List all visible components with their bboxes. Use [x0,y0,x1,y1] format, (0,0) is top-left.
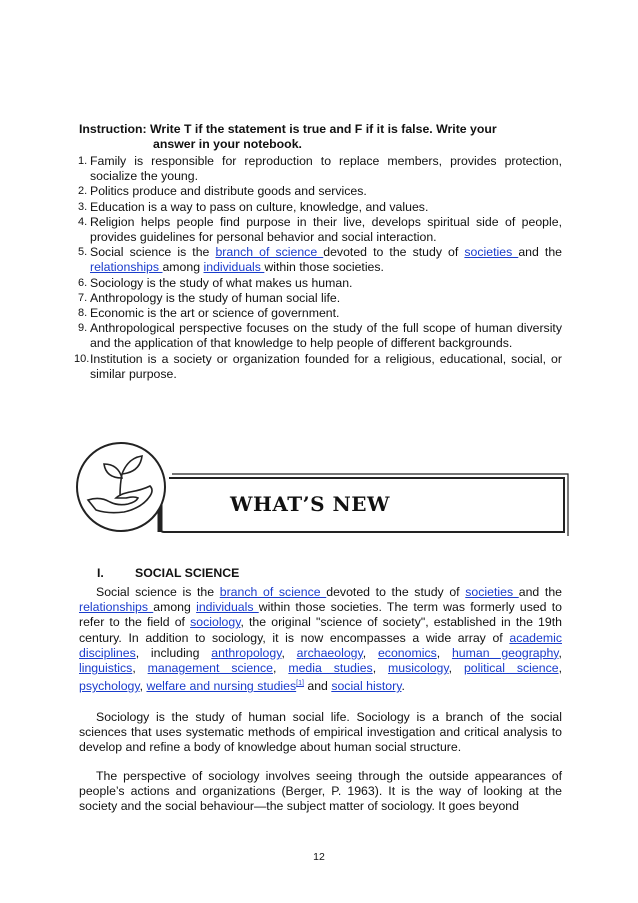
footnote-reference[interactable]: [1] [296,680,304,688]
link-societies[interactable]: societies [464,245,519,260]
link-political-science[interactable]: political science [463,661,559,676]
item-text-part: Social science is the [90,245,216,260]
text-part: , [558,645,562,660]
list-item [79,321,562,351]
list-item [79,245,562,275]
link-social-history[interactable]: social history [331,679,402,694]
list-item [79,184,562,199]
item-text: Economic is the art or science of government. [90,306,340,321]
banner-graphic [74,440,570,536]
text-part: within those societies. The term was formerly used to refer to the field of [79,600,562,630]
paragraph-text: Sociology is the study of human social life. Sociology is a branch of the social sciences that uses systematic methods of empirical investigation and critical analysis to develop and refine a body of knowledge about human social structure. [79,710,562,755]
item-text: Politics produce and distribute goods and services. [90,184,367,199]
link-management-science[interactable]: management science [147,661,274,676]
link-economics[interactable]: economics [377,645,437,660]
list-item [79,276,562,291]
item-text-part: among [162,260,204,275]
section-number: I. [97,566,104,580]
link-welfare-and-nursing-studies[interactable]: welfare and nursing studies [146,679,297,694]
list-item [79,291,562,306]
link-archaeology[interactable]: archaeology [296,645,363,660]
item-text-part: and the [518,245,562,260]
paragraph-social-science [79,585,562,695]
text-part: and the [518,585,563,599]
list-item [74,351,562,382]
text-part: and [303,679,332,694]
list-item [79,306,562,321]
link-relationships[interactable]: relationships [79,600,154,615]
link-media-studies[interactable]: media studies [288,661,373,676]
item-text-part: within those societies. [264,260,384,275]
item-number: 4. [78,215,88,228]
link-branch-of-science[interactable]: branch of science [219,585,327,599]
text-part: . [401,679,405,694]
link-branch-of-science[interactable]: branch of science [215,245,324,260]
item-number: 5. [78,246,88,259]
list-item [79,154,562,184]
text-part: , the original "science of society", established in the 19th century. In addition to sociology, it is now encompasses a wide array of [79,615,562,645]
text-part: , [448,661,464,676]
item-number: 1. [78,155,88,167]
paragraph-sociology [79,710,562,756]
instruction-line-2: answer in your notebook. [153,137,302,151]
true-false-list [74,154,562,382]
item-number: 9. [78,322,88,335]
section-heading [97,566,239,580]
item-number: 8. [78,307,88,320]
list-item [79,200,562,215]
text-part: devoted to the study of [326,585,466,599]
link-individuals[interactable]: individuals [203,260,265,275]
link-relationships[interactable]: relationships [90,260,163,275]
text-part: , [281,645,297,660]
link-psychology[interactable]: psychology [79,679,140,694]
text-part: , [436,645,452,660]
text-part: Social science is the [96,585,220,599]
link-anthropology[interactable]: anthropology [211,645,282,660]
link-human-geography[interactable]: human geography [451,645,559,660]
link-musicology[interactable]: musicology [388,661,449,676]
text-part: among [153,600,197,615]
item-number: 2. [78,185,88,198]
item-text: Sociology is the study of what makes us human. [90,275,353,290]
banner-title: WHAT’S NEW [229,492,391,516]
item-number: 6. [78,276,88,289]
item-number: 10. [74,352,90,365]
page-number: 12 [313,851,325,863]
link-societies[interactable]: societies [465,585,519,599]
text-part: , [362,645,378,660]
link-individuals[interactable]: individuals [196,600,259,615]
instruction [79,122,569,152]
text-part: , [273,661,289,676]
item-text: Education is a way to pass on culture, knowledge, and values. [90,199,429,214]
item-text-part: devoted to the study of [323,245,465,260]
paragraph-text: The perspective of sociology involves seeing through the outside appearances of people’s actions and organizations (Berger, P. 1963). It is the way of looking at the society and the social behaviour—the subject matter of sociology. It goes beyond [79,769,562,814]
link-linguistics[interactable]: linguistics [79,661,133,676]
list-item [79,215,562,245]
text-part: , [132,661,148,676]
item-text [90,245,562,274]
item-text: Institution is a society or organization founded for a religious, educational, social, or similar purpose. [90,351,562,381]
item-text: Anthropological perspective focuses on the study of the full scope of human diversity and the application of that knowledge to help people of different backgrounds. [90,321,562,351]
paragraph-perspective [79,769,562,815]
text-part: , [558,661,562,676]
whats-new-banner [74,440,570,536]
text-part: , including [135,645,212,660]
link-academic-disciplines[interactable]: academic disciplines [79,630,562,660]
text-part: , [372,661,389,676]
text-part: , [139,679,147,694]
link-sociology[interactable]: sociology [190,615,241,630]
item-text: Family is responsible for reproduction to replace members, provides protection, socialize the young. [90,154,562,184]
section-title: SOCIAL SCIENCE [135,566,240,580]
item-number: 3. [78,200,88,213]
item-number: 7. [78,291,88,304]
item-text: Anthropology is the study of human social life. [90,290,341,305]
instruction-line-1: Instruction: Write T if the statement is true and F if it is false. Write your [79,122,497,136]
item-text: Religion helps people find purpose in their live, develops spiritual side of people, provides guidelines for personal behavior and social interaction. [90,214,562,245]
